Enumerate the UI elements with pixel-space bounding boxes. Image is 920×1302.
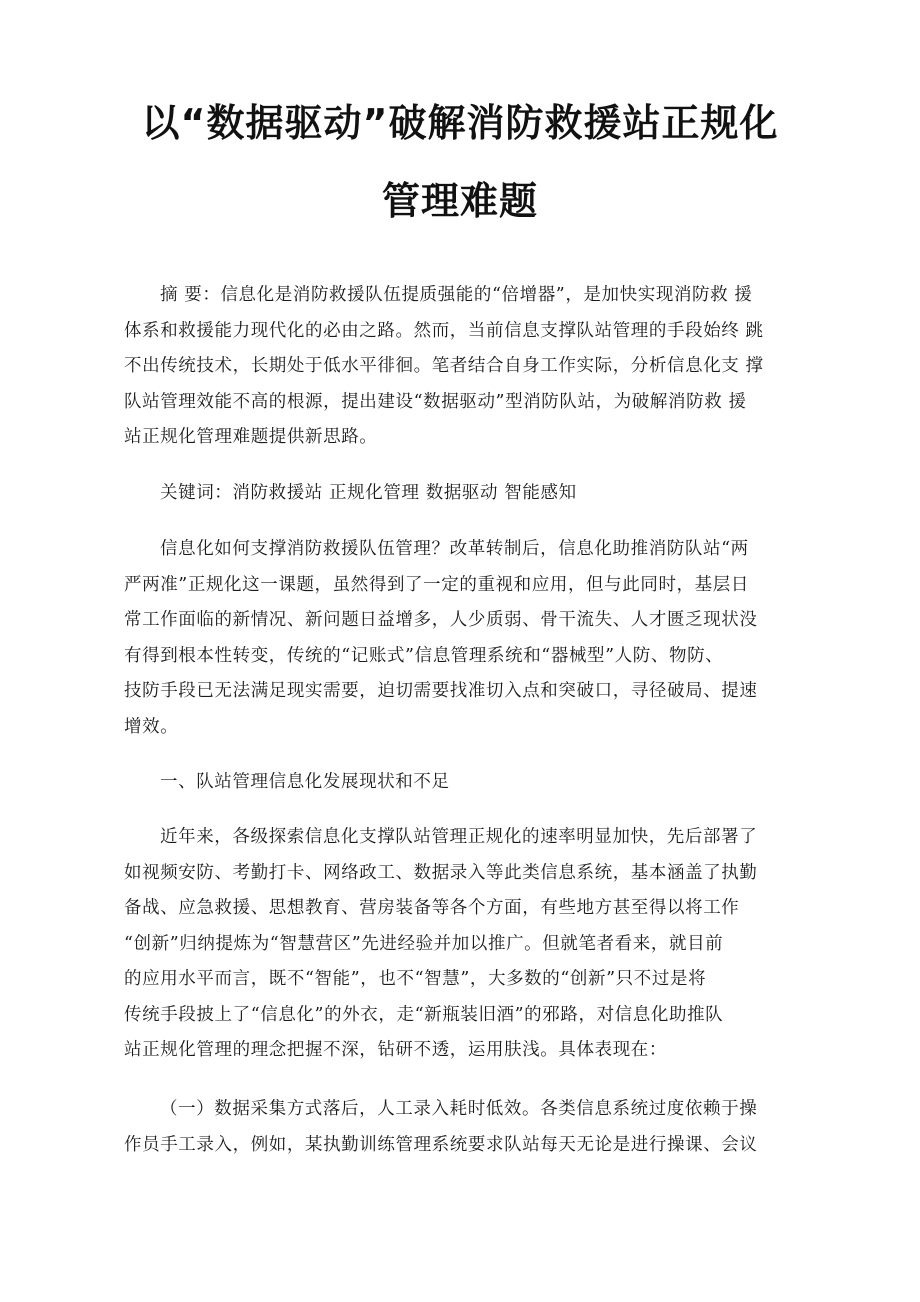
section1-heading: [124, 765, 800, 801]
intro-paragraph: [124, 532, 800, 745]
intro-line: 严两准”正规化这一课题，虽然得到了一定的重视和应用，但与此同时，基层日: [124, 574, 749, 595]
intro-line: 信息化如何支撑消防救援队伍管理？改革转制后，信息化助推消防队站“两: [160, 539, 749, 559]
section1-line: 近年来，各级探索信息化支撑队站管理正规化的速率明显加快，先后部署了: [160, 827, 758, 847]
section1-line: 传统手段披上了“信息化”的外衣，走“新瓶装旧酒”的邪路，对信息化助推队: [124, 1004, 724, 1025]
keywords-paragraph: [124, 476, 800, 512]
section-heading-line: 一、队站管理信息化发展现状和不足: [160, 772, 450, 792]
intro-line: 常工作面临的新情况、新问题日益增多，人少质弱、骨干流失、人才匮乏现状没: [124, 610, 758, 630]
abstract-line: 体系和救援能力现代化的必由之路。然而，当前信息支撑队站管理的手段始终 跳: [124, 320, 764, 341]
abstract-line: 站正规化管理难题提供新思路。: [124, 427, 378, 447]
subsection1-line: （一）数据采集方式落后，人工录入耗时低效。各类信息系统过度依赖于操: [160, 1099, 758, 1119]
section1-line: “创新”归纳提炼为“智慧营区”先进经验并加以推广。但就笔者看来，就目前: [124, 933, 724, 954]
intro-line: 增效。: [124, 716, 179, 737]
subsection1-line: 作员手工录入，例如，某执勤训练管理系统要求队站每天无论是进行操课、会议: [124, 1134, 758, 1155]
document-title-line1: 以“数据驱动”破解消防救援站正规化: [141, 101, 779, 145]
section1-line: 的应用水平而言，既不“智能”，也不“智慧”，大多数的“创新”只不过是将: [124, 969, 707, 989]
abstract-line: 队站管理效能不高的根源，提出建设“数据驱动”型消防队站，为破解消防救 援: [124, 391, 747, 412]
section1-body-paragraph: [124, 820, 800, 1069]
section1-line: 如视频安防、考勤打卡、网络政工、数据录入等此类信息系统，基本涵盖了执勤: [124, 862, 758, 883]
section1-line: 备战、应急救援、思想教育、营房装备等各个方面，有些地方甚至得以将工作: [124, 898, 740, 918]
intro-line: 技防手段已无法满足现实需要，迫切需要找准切入点和突破口，寻径破局、提速: [124, 681, 758, 701]
abstract-line: 摘 要：信息化是消防救援队伍提质强能的“倍增器”，是加快实现消防救 援: [160, 285, 753, 305]
abstract-line: 不出传统技术，长期处于低水平徘徊。笔者结合自身工作实际，分析信息化支 撑: [124, 356, 764, 376]
intro-line: 有得到根本性转变，传统的“记账式”信息管理系统和“器械型”人防、物防、: [124, 645, 724, 666]
document-title-line2: 管理难题: [381, 179, 538, 223]
abstract-paragraph: [124, 278, 800, 456]
subsection1-paragraph: [124, 1092, 800, 1163]
section1-line: 站正规化管理的理念把握不深，钻研不透，运用肤浅。具体表现在：: [124, 1040, 667, 1060]
keywords-line: 关键词：消防救援站 正规化管理 数据驱动 智能感知: [160, 483, 577, 503]
